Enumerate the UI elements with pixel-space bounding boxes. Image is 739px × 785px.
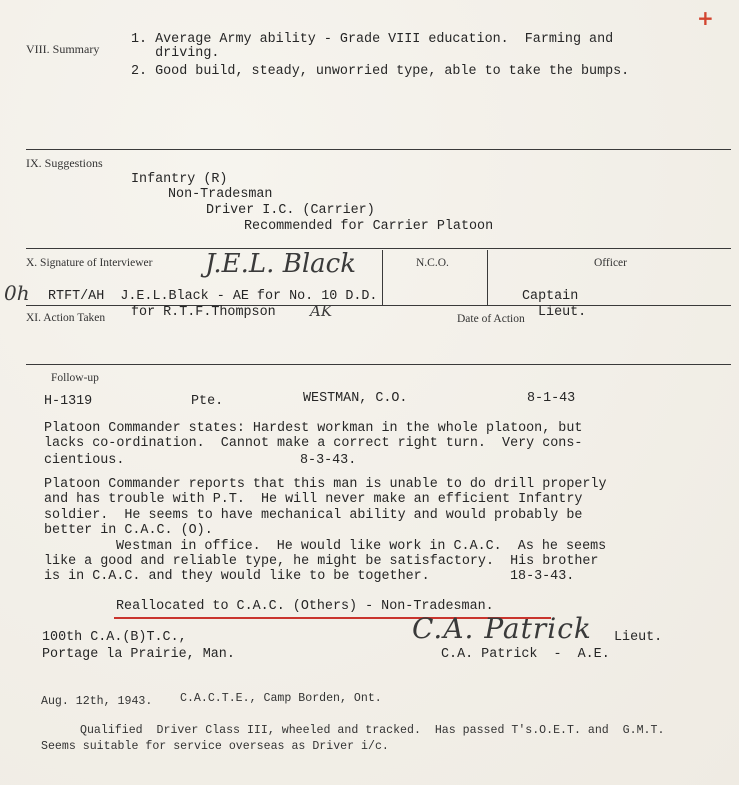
action-taken-label: XI. Action Taken [26,312,106,324]
summary-line-1: 1. Average Army ability - Grade VIII education. Farming and [131,32,614,47]
officer-column-divider [487,250,488,306]
paragraph-2-line-3: soldier. He seems to have mechanical ability and would probably be [44,508,583,523]
final-place: C.A.C.T.E., Camp Borden, Ont. [180,692,382,705]
red-cross-mark: + [697,6,714,30]
paragraph-1-line-1: Platoon Commander states: Hardest workman in the whole platoon, but [44,421,583,436]
paragraph-2-line-4: better in C.A.C. (O). [44,523,213,538]
reallocation-statement: Reallocated to C.A.C. (Others) - Non-Tradesman. [116,599,494,614]
service-number: H-1319 [44,394,93,409]
soldier-name: WESTMAN, C.O. [303,391,408,406]
section-divider-2 [26,248,731,249]
suggestions-label: IX. Suggestions [26,156,103,170]
summary-line-3: 2. Good build, steady, unworried type, able to take the bumps. [131,64,630,79]
paragraph-3-line-2: like a good and reliable type, he might be satisfactory. His brother [44,554,599,569]
section-divider-1 [26,149,731,150]
margin-handwriting: 0h [4,281,30,305]
signature-rank: Lieut. [614,630,663,645]
followup-date-3: 18-3-43. [510,569,575,584]
unit-line-1: 100th C.A.(B)T.C., [42,630,187,645]
summary-line-2: driving. [131,46,220,61]
qualification-line-2: Seems suitable for service overseas as Driver i/c. [41,740,389,753]
paragraph-1-line-3: cientious. [44,453,125,468]
unit-line-2: Portage la Prairie, Man. [42,647,235,662]
signature-typed-name: C.A. Patrick - A.E. [441,647,610,662]
paragraph-1-line-2: lacks co-ordination. Cannot make a correct right turn. Very cons- [44,436,583,451]
soldier-rank: Pte. [191,394,224,409]
interviewer-signature: J.E.L. Black [205,249,356,279]
followup-label: Follow-up [51,372,99,384]
date-of-action-label: Date of Action [457,313,525,325]
followup-date-2: 8-3-43. [300,453,357,468]
suggestion-line-4: Recommended for Carrier Platoon [244,219,494,234]
followup-date-1: 8-1-43 [527,391,576,406]
paragraph-3-line-1: Westman in office. He would like work in C.A.C. As he seems [116,539,607,554]
interviewer-typed-line: RTFT/AH J.E.L.Black - AE for No. 10 D.D. [48,289,378,304]
officer-rank: Captain [522,289,579,304]
qualification-line-1: Qualified Driver Class III, wheeled and tracked. Has passed T's.O.E.T. and G.M.T. [80,724,665,737]
suggestion-line-3: Driver I.C. (Carrier) [206,203,375,218]
section-divider-4 [26,364,731,365]
officer-label: Officer [594,257,627,269]
final-date: Aug. 12th, 1943. [41,695,153,708]
suggestion-line-2: Non-Tradesman [168,187,273,202]
paragraph-2-line-2: and has trouble with P.T. He will never make an efficient Infantry [44,492,583,507]
action-initials: AK [310,302,333,320]
lieut-text: Lieut. [538,305,587,320]
suggestion-line-1: Infantry (R) [131,172,228,187]
patrick-signature: C.A. Patrick [412,612,592,645]
summary-label: VIII. Summary [26,42,100,56]
nco-column-divider [382,250,383,306]
nco-label: N.C.O. [416,257,449,269]
paragraph-3-line-3: is in C.A.C. and they would like to be together. [44,569,430,584]
signature-label: X. Signature of Interviewer [26,257,153,269]
paragraph-2-line-1: Platoon Commander reports that this man is unable to do drill properly [44,477,607,492]
action-for-text: for R.T.F.Thompson [131,305,276,320]
